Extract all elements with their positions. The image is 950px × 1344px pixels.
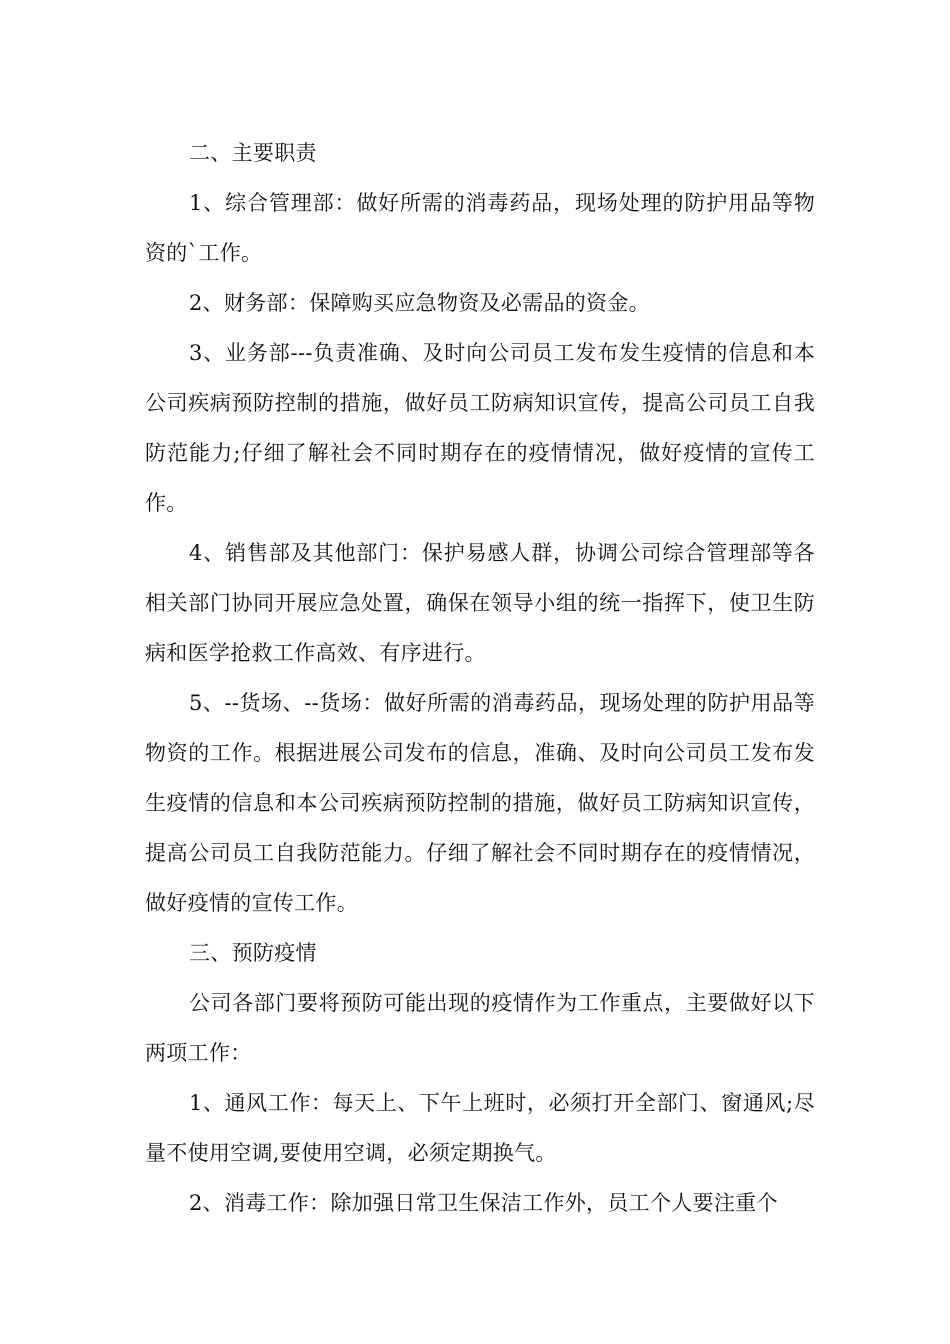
document-body: [145, 128, 815, 1228]
paragraph-prevention-intro: 公司各部门要将预防可能出现的疫情作为工作重点，主要做好以下两项工作：: [145, 991, 815, 1065]
section-heading-prevention: 三、预防疫情: [189, 941, 317, 965]
paragraph-disinfection: 2、消毒工作：除加强日常卫生保洁工作外，员工个人要注重个: [189, 1191, 778, 1215]
paragraph-finance-dept: 2、财务部：保障购买应急物资及必需品的资金。: [189, 291, 650, 315]
section-heading-responsibilities: 二、主要职责: [189, 141, 317, 165]
paragraph-business-dept: 3、业务部---负责准确、及时向公司员工发布发生疫情的信息和本公司疾病预防控制的措施，做好员工防病知识宣传，提高公司员工自我防范能力;仔细了解社会不同时期存在的疫情情况，做好疫情的宣传工作。: [145, 341, 815, 515]
paragraph-sales-dept: 4、销售部及其他部门：保护易感人群，协调公司综合管理部等各相关部门协同开展应急处置，确保在领导小组的统一指挥下，使卫生防病和医学抢救工作高效、有序进行。: [145, 541, 815, 665]
paragraph-freight-yard: 5、--货场、--货场：做好所需的消毒药品，现场处理的防护用品等物资的工作。根据进展公司发布的信息，准确、及时向公司员工发布发生疫情的信息和本公司疾病预防控制的措施，做好员工防病知识宣传，提高公司员工自我防范能力。仔细了解社会不同时期存在的疫情情况，做好疫情的宣传工作。: [145, 691, 815, 915]
paragraph-admin-dept: 1、综合管理部：做好所需的消毒药品，现场处理的防护用品等物资的`工作。: [145, 191, 815, 265]
paragraph-ventilation: 1、通风工作：每天上、下午上班时，必须打开全部门、窗通风;尽量不使用空调,要使用空调，必须定期换气。: [145, 1091, 815, 1165]
